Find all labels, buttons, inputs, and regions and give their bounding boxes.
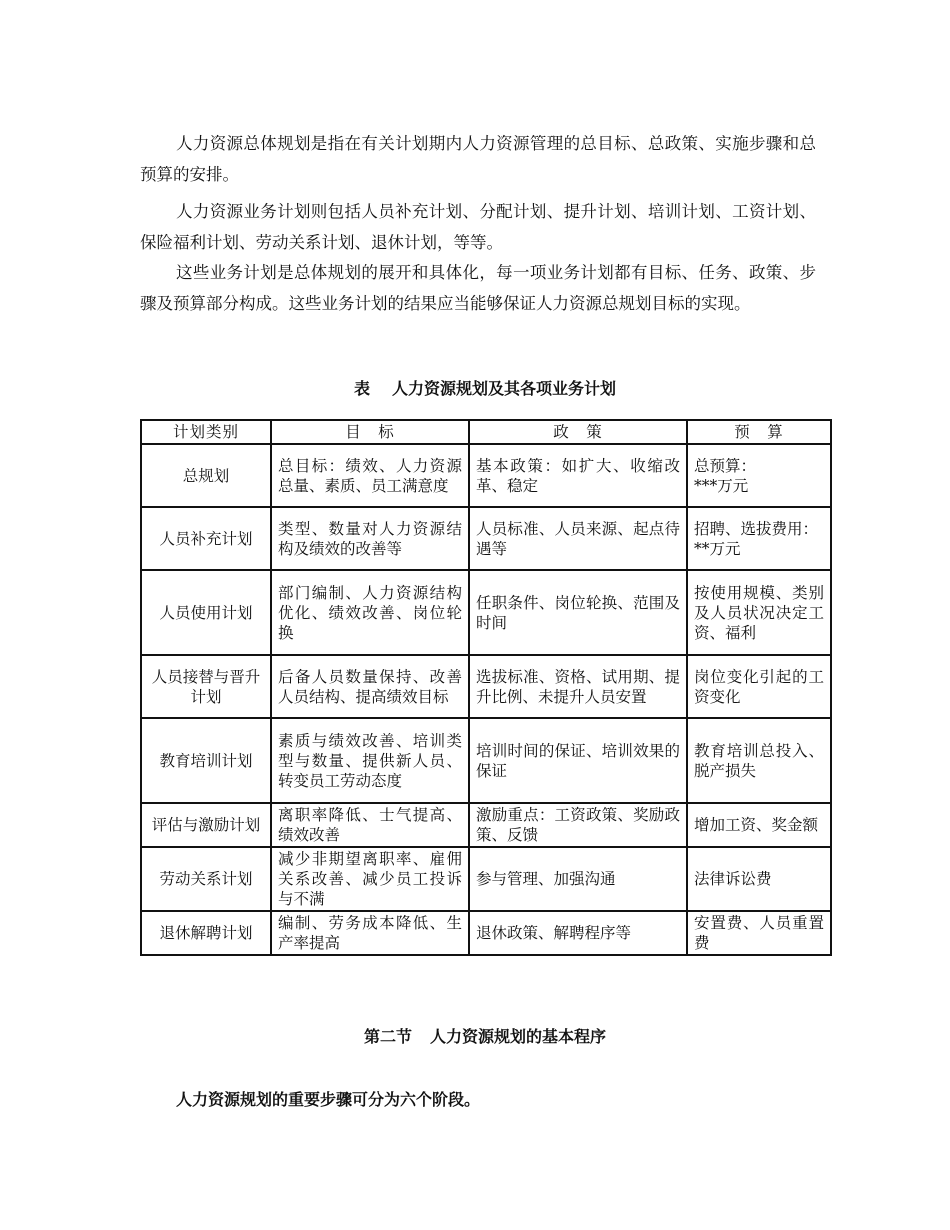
cell-goal: 离职率降低、士气提高、绩效改善 xyxy=(271,803,469,847)
table-row xyxy=(141,444,831,507)
table-caption-text: 人力资源规划及其各项业务计划 xyxy=(392,379,617,398)
header-budget: 预 算 xyxy=(687,420,831,444)
cell-goal: 部门编制、人力资源结构优化、绩效改善、岗位轮换 xyxy=(271,570,469,655)
paragraph-overall-plan: 人力资源总体规划是指在有关计划期内人力资源管理的总目标、总政策、实施步骤和总预算的安排。 xyxy=(140,134,816,184)
cell-goal: 素质与绩效改善、培训类型与数量、提供新人员、转变员工劳动态度 xyxy=(271,718,469,803)
cell-policy: 任职条件、岗位轮换、范围及时间 xyxy=(469,570,687,655)
cell-budget: 法律诉讼费 xyxy=(687,847,831,911)
cell-category: 人员补充计划 xyxy=(141,507,271,570)
cell-goal: 总目标：绩效、人力资源总量、素质、员工满意度 xyxy=(271,444,469,507)
header-policy: 政 策 xyxy=(469,420,687,444)
cell-budget: 教育培训总投入、脱产损失 xyxy=(687,718,831,803)
cell-budget: 岗位变化引起的工资变化 xyxy=(687,655,831,718)
section-title xyxy=(140,1024,830,1047)
header-category: 计划类别 xyxy=(141,420,271,444)
paragraph-business-plans: 人力资源业务计划则包括人员补充计划、分配计划、提升计划、培训计划、工资计划、保险福利计划、劳动关系计划、退休计划，等等。 xyxy=(140,202,816,252)
cell-goal: 减少非期望离职率、雇佣关系改善、减少员工投诉与不满 xyxy=(271,847,469,911)
section-title-prefix: 第二节 xyxy=(363,1027,412,1046)
cell-goal: 后备人员数量保持、改善人员结构、提高绩效目标 xyxy=(271,655,469,718)
cell-budget: 招聘、选拔费用： **万元 xyxy=(687,507,831,570)
steps-summary: 人力资源规划的重要步骤可分为六个阶段。 xyxy=(176,1090,481,1109)
cell-policy: 培训时间的保证、培训效果的保证 xyxy=(469,718,687,803)
cell-goal: 类型、数量对人力资源结构及绩效的改善等 xyxy=(271,507,469,570)
cell-category: 劳动关系计划 xyxy=(141,847,271,911)
cell-goal: 编制、劳务成本降低、生产率提高 xyxy=(271,911,469,955)
cell-policy: 基本政策：如扩大、收缩改革、稳定 xyxy=(469,444,687,507)
table-row xyxy=(141,718,831,803)
cell-category: 评估与激励计划 xyxy=(141,803,271,847)
cell-budget: 总预算： ***万元 xyxy=(687,444,831,507)
cell-budget: 按使用规模、类别及人员状况决定工资、福利 xyxy=(687,570,831,655)
table-row xyxy=(141,570,831,655)
table-row xyxy=(141,655,831,718)
cell-budget: 安置费、人员重置费 xyxy=(687,911,831,955)
cell-policy: 退休政策、解聘程序等 xyxy=(469,911,687,955)
cell-category: 退休解聘计划 xyxy=(141,911,271,955)
section-title-text: 人力资源规划的基本程序 xyxy=(430,1027,607,1046)
cell-policy: 选拔标准、资格、试用期、提升比例、未提升人员安置 xyxy=(469,655,687,718)
hr-plan-table xyxy=(140,419,832,956)
cell-policy: 人员标准、人员来源、起点待遇等 xyxy=(469,507,687,570)
cell-policy: 激励重点：工资政策、奖励政策、反馈 xyxy=(469,803,687,847)
table-row xyxy=(141,803,831,847)
table-row xyxy=(141,911,831,955)
cell-category: 教育培训计划 xyxy=(141,718,271,803)
table-caption xyxy=(140,376,830,399)
cell-category: 人员接替与晋升计划 xyxy=(141,655,271,718)
table-row xyxy=(141,507,831,570)
cell-policy: 参与管理、加强沟通 xyxy=(469,847,687,911)
header-goal: 目 标 xyxy=(271,420,469,444)
table-caption-prefix: 表 xyxy=(353,379,370,398)
cell-category: 人员使用计划 xyxy=(141,570,271,655)
cell-budget: 增加工资、奖金额 xyxy=(687,803,831,847)
table-row xyxy=(141,847,831,911)
cell-category: 总规划 xyxy=(141,444,271,507)
table-header-row xyxy=(141,420,831,444)
paragraph-plan-details: 这些业务计划是总体规划的展开和具体化，每一项业务计划都有目标、任务、政策、步骤及预算部分构成。这些业务计划的结果应当能够保证人力资源总规划目标的实现。 xyxy=(140,263,816,313)
